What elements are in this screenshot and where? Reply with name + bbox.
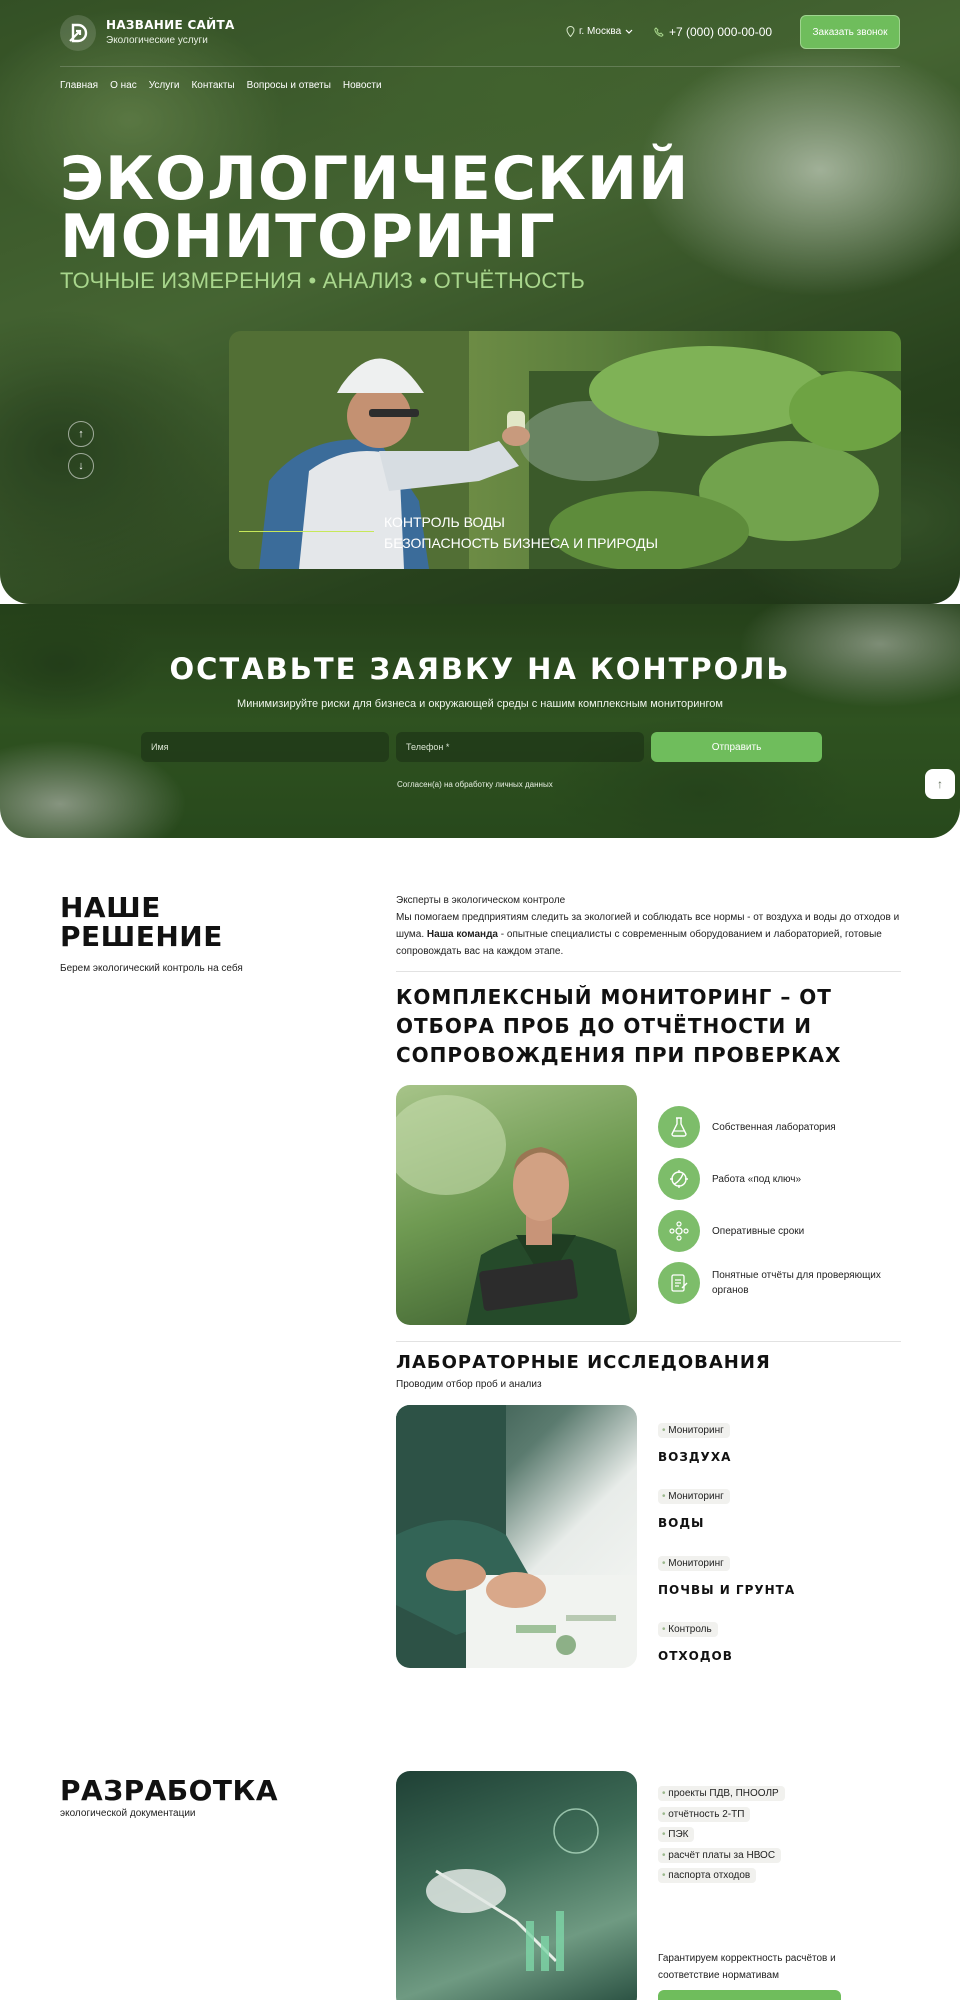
logo-icon[interactable] — [60, 15, 96, 51]
solution-lead: Эксперты в экологическом контроле — [396, 895, 566, 906]
slide-next-button[interactable] — [68, 453, 94, 479]
hero-title-line1: ЭКОЛОГИЧЕСКИЙ — [60, 144, 690, 214]
main-nav — [60, 80, 382, 91]
monitoring-heading-line3: СОПРОВОЖДЕНИЯ ПРИ ПРОВЕРКАХ — [396, 1043, 842, 1067]
flask-icon — [658, 1106, 700, 1148]
development-item: • расчёт платы за НВОС — [658, 1848, 781, 1863]
specialist-photo — [396, 1085, 637, 1325]
solution-text-bold: Наша команда — [426, 929, 498, 940]
nav-item-about[interactable]: О нас — [110, 80, 137, 91]
development-guarantee: Гарантируем корректность расчётов и соответствие нормативам — [658, 1953, 836, 1981]
leaf-gear-icon — [658, 1158, 700, 1200]
lab-tag: • Контроль — [658, 1622, 718, 1637]
slide-caption — [384, 512, 658, 554]
solution-title-line2: РЕШЕНИЕ — [60, 920, 223, 953]
arrow-up-icon: ↑ — [937, 777, 943, 791]
nav-item-faq[interactable]: Вопросы и ответы — [246, 80, 331, 91]
lab-title: ЛАБОРАТОРНЫЕ ИССЛЕДОВАНИЯ — [396, 1352, 771, 1373]
phone-number: +7 (000) 000-00-00 — [669, 25, 773, 39]
slide-caption-line2: БЕЗОПАСНОСТЬ БИЗНЕСА И ПРИРОДЫ — [384, 535, 658, 551]
lab-subtitle: Проводим отбор проб и анализ — [396, 1379, 542, 1390]
hero-section — [0, 0, 960, 604]
lab-tag: • Мониторинг — [658, 1489, 730, 1504]
solution-title-line1: НАШЕ — [60, 891, 161, 924]
request-section — [0, 604, 960, 838]
monitoring-heading-line1: КОМПЛЕКСНЫЙ МОНИТОРИНГ – ОТ — [396, 985, 832, 1009]
chevron-down-icon — [625, 29, 633, 35]
solution-title — [60, 893, 223, 951]
nav-item-services[interactable]: Услуги — [148, 80, 180, 91]
phone-input[interactable]: Телефон * — [396, 732, 644, 762]
scroll-top-button[interactable] — [925, 769, 955, 799]
development-item: • ПЭК — [658, 1827, 694, 1842]
phone-link[interactable] — [654, 25, 772, 39]
feature-label: Собственная лаборатория — [712, 1121, 836, 1133]
city-selector[interactable] — [566, 26, 633, 37]
development-item: • паспорта отходов — [658, 1868, 756, 1883]
city-label: г. Москва — [579, 26, 622, 37]
lab-tag: • Мониторинг — [658, 1423, 730, 1438]
caption-accent-line — [239, 531, 374, 532]
feature-label: Работа «под ключ» — [712, 1173, 802, 1185]
site-subtitle: Экологические услуги — [106, 35, 208, 46]
development-item: • проекты ПДВ, ПНООЛР — [658, 1786, 785, 1801]
nav-item-news[interactable]: Новости — [342, 80, 382, 91]
feature-item — [658, 1158, 897, 1200]
solution-text-1: Мы помогаем предприятиям следить за экологией и соблюдать все нормы - от воздуха и воды до отходов и шума. — [396, 912, 900, 940]
nav-item-contacts[interactable]: Контакты — [191, 80, 235, 91]
submit-button[interactable]: Отправить — [651, 732, 822, 762]
development-item: • отчётность 2-ТП — [658, 1807, 750, 1822]
order-call-button[interactable]: Заказать звонок — [800, 15, 900, 49]
solution-text-2: - опытные специалисты с современным оборудованием и лабораторией, готовые сопровождать вас на каждом этапе. — [396, 929, 882, 957]
lab-item-soil[interactable]: ПОЧВЫ И ГРУНТА — [658, 1583, 796, 1597]
lab-tag: • Мониторинг — [658, 1556, 730, 1571]
development-action-button[interactable] — [658, 1990, 841, 2000]
monitoring-heading — [396, 983, 841, 1070]
development-subtitle: экологической документации — [60, 1808, 196, 1819]
feature-label: Понятные отчёты для проверяющих органов — [712, 1270, 881, 1296]
slide-caption-line1: КОНТРОЛЬ ВОДЫ — [384, 514, 505, 530]
header-divider — [60, 66, 900, 67]
name-input[interactable]: Имя — [141, 732, 389, 762]
hero-title — [60, 144, 690, 272]
hero-tagline: ТОЧНЫЕ ИЗМЕРЕНИЯ • АНАЛИЗ • ОТЧЁТНОСТЬ — [60, 268, 586, 293]
report-icon — [658, 1262, 700, 1304]
hero-title-line2: МОНИТОРИНГ — [60, 202, 556, 272]
hero-slide-image — [229, 331, 901, 569]
arrow-up-icon: ↑ — [78, 428, 84, 440]
location-pin-icon — [566, 26, 575, 37]
phone-icon — [654, 27, 664, 37]
lab-item-waste[interactable]: ОТХОДОВ — [658, 1649, 733, 1663]
solution-subtitle: Берем экологический контроль на себя — [60, 963, 243, 974]
site-name[interactable]: НАЗВАНИЕ САЙТА — [106, 18, 235, 32]
nav-item-home[interactable]: Главная — [60, 80, 99, 91]
development-title: РАЗРАБОТКА — [60, 1774, 279, 1807]
feature-item — [658, 1262, 897, 1304]
slide-prev-button[interactable] — [68, 421, 94, 447]
consent-checkbox-label[interactable]: Согласен(а) на обработку личных данных — [397, 780, 553, 789]
divider — [396, 1341, 901, 1342]
lab-item-water[interactable]: ВОДЫ — [658, 1516, 705, 1530]
documentation-photo — [396, 1771, 637, 2000]
lab-photo — [396, 1405, 637, 1668]
feature-item — [658, 1106, 897, 1148]
network-icon — [658, 1210, 700, 1252]
arrow-down-icon: ↓ — [78, 460, 84, 472]
feature-item — [658, 1210, 897, 1252]
request-subtitle: Минимизируйте риски для бизнеса и окружающей среды с нашим комплексным мониторингом — [237, 698, 723, 710]
monitoring-heading-line2: ОТБОРА ПРОБ ДО ОТЧЁТНОСТИ И — [396, 1014, 812, 1038]
lab-item-air[interactable]: ВОЗДУХА — [658, 1450, 732, 1464]
request-title: ОСТАВЬТЕ ЗАЯВКУ НА КОНТРОЛЬ — [169, 652, 791, 686]
divider — [396, 971, 901, 972]
solution-description — [396, 892, 901, 960]
feature-label: Оперативные сроки — [712, 1225, 805, 1237]
